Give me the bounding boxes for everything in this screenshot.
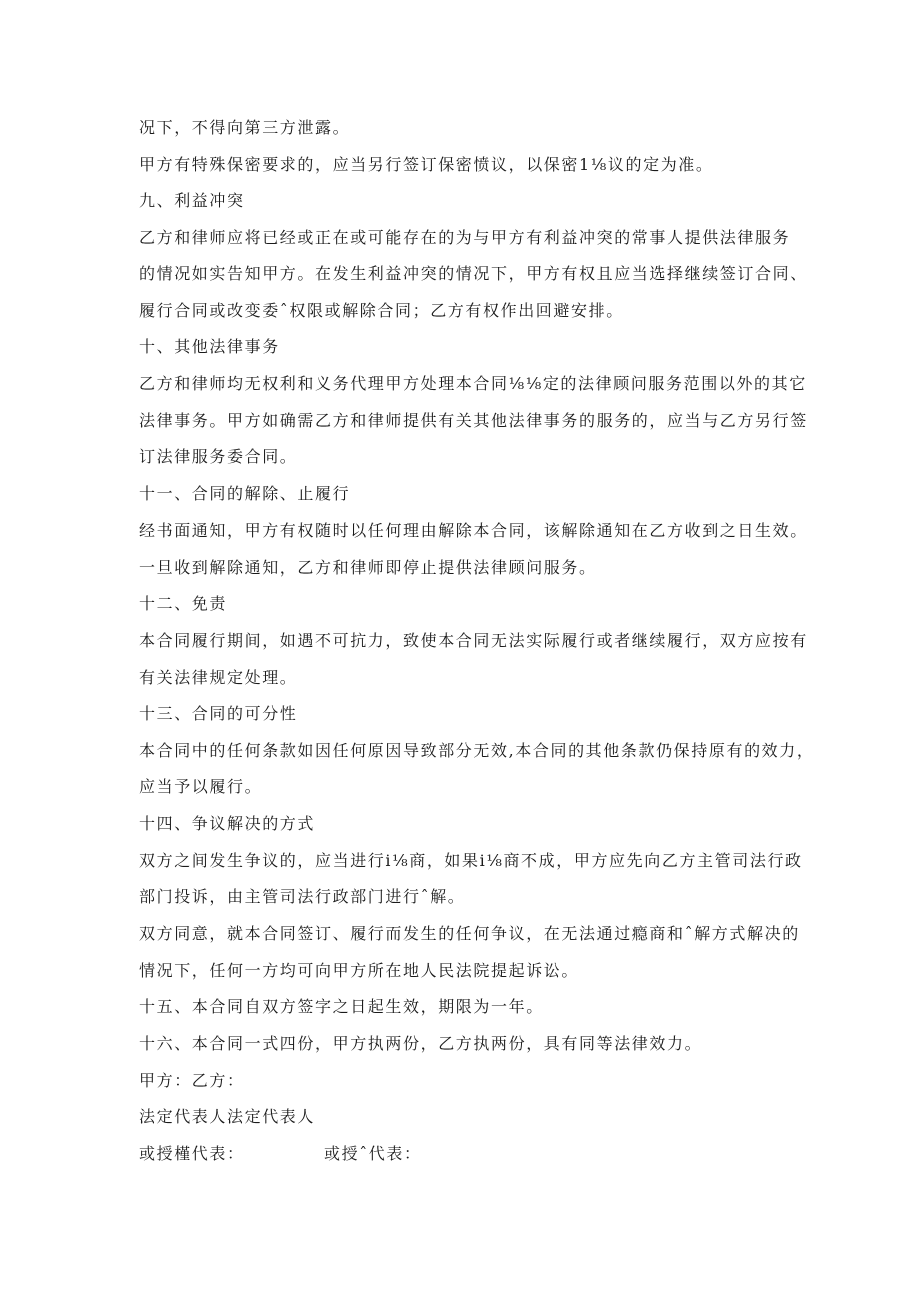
section-heading-9: 九、利益冲突 [139, 191, 245, 210]
text-line: 部门投诉，由主管司法行政部门进行ˆ解。 [139, 887, 466, 906]
party-labels: 甲方：乙方： [139, 1071, 245, 1090]
section-heading-15: 十五、本合同自双方签字之日起生效，期限为一年。 [139, 997, 544, 1016]
signature-left-label: 或授槿代表： [139, 1144, 245, 1163]
text-line: 应当予以履行。 [139, 777, 263, 796]
legal-rep-labels: 法定代表人法定代表人 [139, 1107, 316, 1126]
text-line: 的情况如实告知甲方。在发生利益冲突的情况下，甲方有权且应当选择继续签订合同、 [139, 264, 808, 283]
section-heading-10: 十、其他法律事务 [139, 337, 280, 356]
section-heading-16: 十六、本合同一式四份，甲方执两份，乙方执两份，具有同等法律效力。 [139, 1034, 703, 1053]
text-line: 本合同履行期间，如遇不可抗力，致使本合同无法实际履行或者继续履行，双方应按有 [139, 631, 808, 650]
text-line: 订法律服务委合同。 [139, 447, 298, 466]
text-line: 双方同意，就本合同签订、履行而发生的任何争议，在无法通过瘾商和ˆ解方式解决的 [139, 924, 800, 943]
signature-right-label: 或授ˆ代表： [324, 1144, 422, 1163]
text-line: 有关法律规定处理。 [139, 668, 298, 687]
text-line: 本合同中的任何条款如因任何原因导致部分无效,本合同的其他条款仍保持原有的效力， [139, 741, 815, 760]
text-line: 法律事务。甲方如确需乙方和律师提供有关其他法律事务的服务的，应当与乙方另行签 [139, 411, 808, 430]
text-line: 经书面通知，甲方有权随时以任何理由解除本合同，该解除通知在乙方收到之日生效。 [139, 521, 808, 540]
text-line: 情况下，任何一方均可向甲方所在地人民法院提起诉讼。 [139, 961, 580, 980]
text-line: 乙方和律师均无权利和义务代理甲方处理本合同⅛⅛定的法律顾问服务范围以外的其它 [139, 374, 807, 393]
text-line: 况下，不得向第三方泄露。 [139, 118, 351, 137]
section-heading-11: 十一、合同的解除、止履行 [139, 484, 351, 503]
section-heading-12: 十二、免责 [139, 594, 228, 613]
section-heading-14: 十四、争议解决的方式 [139, 814, 316, 833]
text-line: 甲方有特殊保密要求的，应当另行签订保密愤议，以保密1⅛议的定为准。 [139, 155, 714, 174]
text-line: 双方之间发生争议的，应当进行i⅛商，如果i⅛商不成，甲方应先向乙方主管司法行政 [139, 851, 803, 870]
text-line: 一旦收到解除通知，乙方和律师即停止提供法律顾问服务。 [139, 558, 597, 577]
text-line: 履行合同或改变委ˆ权限或解除合同；乙方有权作出回避安排。 [139, 301, 624, 320]
text-line: 乙方和律师应将已经或正在或可能存在的为与甲方有利益冲突的常事人提供法律服务 [139, 228, 791, 247]
section-heading-13: 十三、合同的可分性 [139, 704, 298, 723]
